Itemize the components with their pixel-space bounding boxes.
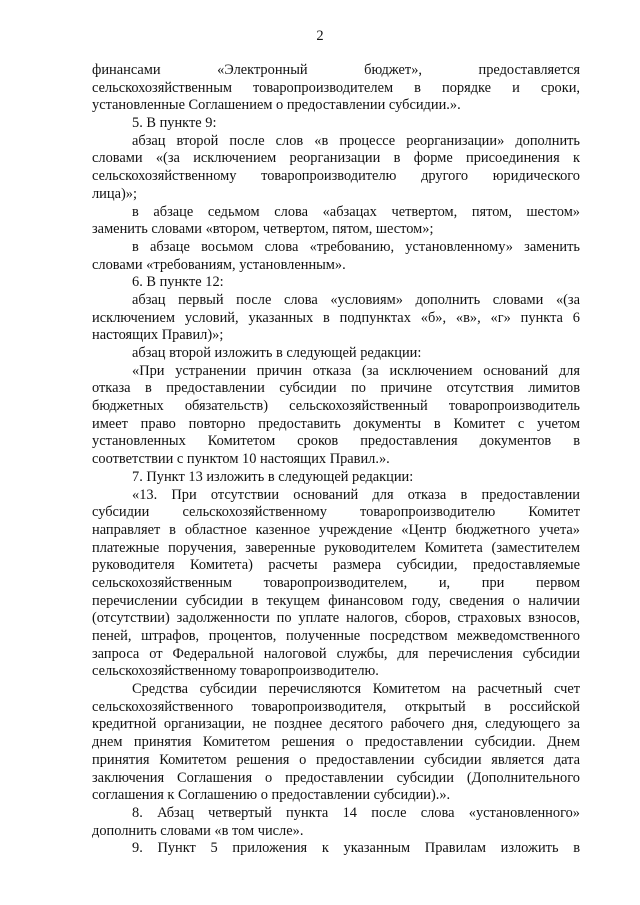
- text-line: кредитной организации, не позднее десятого рабочего дня, следующего за: [92, 716, 580, 733]
- text-line: в абзаце восьмом слова «требованию, установленному» заменить: [132, 238, 580, 255]
- text-line: направляет в областное казенное учреждение «Центр бюджетного учета»: [92, 521, 580, 538]
- text-line: 5. В пункте 9:: [132, 115, 217, 132]
- text-line: 6. В пункте 12:: [132, 274, 224, 291]
- text-line: сельскохозяйственного товаропроизводителя, открытый в российской: [92, 698, 580, 715]
- text-line: сельскохозяйственному товаропроизводителю.: [92, 663, 379, 680]
- text-line: абзац первый после слова «условиям» дополнить словами «(за: [132, 291, 580, 308]
- text-line: перечислении субсидии в текущем финансовом году, сведения о наличии: [92, 592, 580, 609]
- text-line: днем принятия Комитетом решения о предоставлении субсидии. Днем: [92, 734, 580, 751]
- text-line: словами «(за исключением реорганизации в форме присоединения к: [92, 150, 580, 167]
- text-line: соответствии с пунктом 10 настоящих Правил.».: [92, 451, 390, 468]
- text-line: 7. Пункт 13 изложить в следующей редакции:: [132, 468, 414, 485]
- text-line: заключения Соглашения о предоставлении субсидии (Дополнительного: [92, 769, 580, 786]
- text-line: имеет право повторно предоставить документы в Комитет с учетом: [92, 415, 580, 432]
- text-line: словами «требованиям, установленным».: [92, 256, 346, 273]
- text-line: Средства субсидии перечисляются Комитетом на расчетный счет: [132, 681, 580, 698]
- text-line: абзац второй изложить в следующей редакции:: [132, 345, 422, 361]
- text-line: 9. Пункт 5 приложения к указанным Правилам изложить в: [132, 840, 580, 857]
- text-line: сельскохозяйственному товаропроизводителю другого юридического: [92, 168, 580, 185]
- text-line: лица)»;: [92, 185, 137, 202]
- text-line: финансами «Электронный бюджет», предоставляется: [92, 62, 580, 78]
- text-line: принятия Комитетом решения о предоставлении субсидии является дата: [92, 751, 580, 768]
- text-line: заменить словами «втором, четвертом, пятом, шестом»;: [92, 221, 434, 238]
- text-line: соглашения к Соглашению о предоставлении субсидии).».: [92, 787, 451, 804]
- text-line: 8. Абзац четвертый пункта 14 после слова «установленного»: [132, 804, 580, 821]
- text-line: сельскохозяйственным товаропроизводителем в порядке и сроки,: [92, 79, 580, 96]
- text-line: субсидии сельскохозяйственному товаропроизводителю Комитет: [92, 504, 580, 521]
- text-line: исключением условий, указанных в подпунктах «б», «в», «г» пункта 6: [92, 309, 580, 326]
- page-number: 2: [316, 28, 324, 44]
- text-line: платежные поручения, заверенные руководителем Комитета (заместителем: [92, 539, 580, 556]
- text-line: установленных Комитетом сроков предоставления документов в: [92, 433, 580, 450]
- text-line: (отсутствии) задолженности по уплате налогов, сборов, страховых взносов,: [92, 610, 580, 627]
- text-line: дополнить словами «в том числе».: [92, 822, 304, 839]
- text-line: сельскохозяйственным товаропроизводителем, и, при первом: [92, 574, 580, 591]
- text-line: абзац второй после слов «в процессе реорганизации» дополнить: [132, 132, 580, 149]
- text-line: в абзаце седьмом слова «абзацах четвертом, пятом, шестом»: [132, 203, 580, 220]
- text-line: руководителя Комитета) расчеты размера субсидии, предоставляемые: [92, 557, 580, 574]
- text-line: «При устранении причин отказа (за исключением оснований для: [132, 362, 580, 379]
- text-line: «13. При отсутствии оснований для отказа в предоставлении: [132, 486, 580, 503]
- text-line: бюджетных обязательств) сельскохозяйственный товаропроизводитель: [92, 398, 580, 415]
- text-line: настоящих Правил)»;: [92, 327, 224, 344]
- text-line: установленные Соглашением о предоставлении субсидии.».: [92, 97, 461, 114]
- text-line: отказа в предоставлении субсидии по причине отсутствия лимитов: [92, 380, 580, 397]
- text-line: пеней, штрафов, процентов, полученные посредством межведомственного: [92, 628, 580, 644]
- document-body: [92, 62, 580, 858]
- text-line: запроса от Федеральной налоговой службы, для перечисления субсидии: [92, 645, 580, 662]
